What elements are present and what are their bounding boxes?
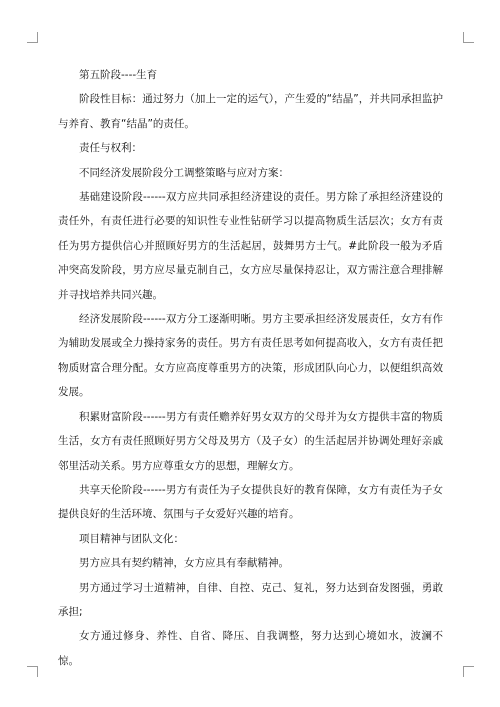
- stage-development-paragraph: 经济发展阶段------双方分工逐渐明晰。男方主要承担经济发展责任，女方有作为辅助发展或全力操持家务的责任。男方有责任思考如何提高收入，女方有责任把物质财富合理分配。女方应高度尊重男方的决策，形成团队向心力，以便组织高效发展。: [58, 313, 443, 399]
- crop-mark-top-right: [463, 32, 474, 43]
- stage-family-paragraph: 共享天伦阶段------男方有责任为子女提供良好的教育保障，女方有责任为子女提供良好的生活环境、氛围与子女爱好兴趣的培育。: [58, 483, 443, 521]
- spirit-paragraph-3: 女方通过修身、养性、自省、降压、自我调整，努力达到心境如水，波澜不惊。: [58, 630, 443, 667]
- stage-basic-paragraph: 基础建设阶段------双方应共同承担经济建设的责任。男方除了承担经济建设的责任外，有责任进行必要的知识性专业性钻研学习以提高物质生活层次；女方有责任为男方提供信心并照顾好男方的生活起居，鼓舞男方士气。#此阶段一般为矛盾冲突高发阶段，男方应尽量克制自己，女方应尽量保持忍让，双方需注意合理排解并寻找培养共同兴趣。: [58, 191, 443, 301]
- spirit-paragraph-1: 男方应具有契约精神，女方应具有奉献精神。: [79, 557, 289, 570]
- spirit-paragraph-2: 男方通过学习士道精神，自律、自控、克己、复礼，努力达到奋发图强，勇敢承担;: [58, 581, 443, 618]
- spirit-title: 项目精神与团队文化：: [79, 532, 184, 545]
- document-body: [58, 63, 443, 673]
- strategy-title: 不同经济发展阶段分工调整策略与应对方案：: [79, 166, 289, 179]
- crop-mark-bottom-left: [27, 666, 38, 677]
- section-heading: 第五阶段----生育: [79, 69, 158, 81]
- crop-mark-top-left: [27, 32, 38, 43]
- crop-mark-bottom-right: [463, 666, 474, 677]
- rights-title: 责任与权利：: [79, 142, 142, 155]
- goal-paragraph: 阶段性目标：通过努力（加上一定的运气），产生爱的“结晶”，并共同承担监护与养育、教育“结晶”的责任。: [58, 93, 443, 130]
- stage-wealth-paragraph: 积累财富阶段------男方有责任赡养好男女双方的父母并为女方提供丰富的物质生活，女方有责任照顾好男方父母及男方（及子女）的生活起居并协调处理好亲戚邻里活动关系。男方应尊重女方的思想，理解女方。: [58, 410, 443, 472]
